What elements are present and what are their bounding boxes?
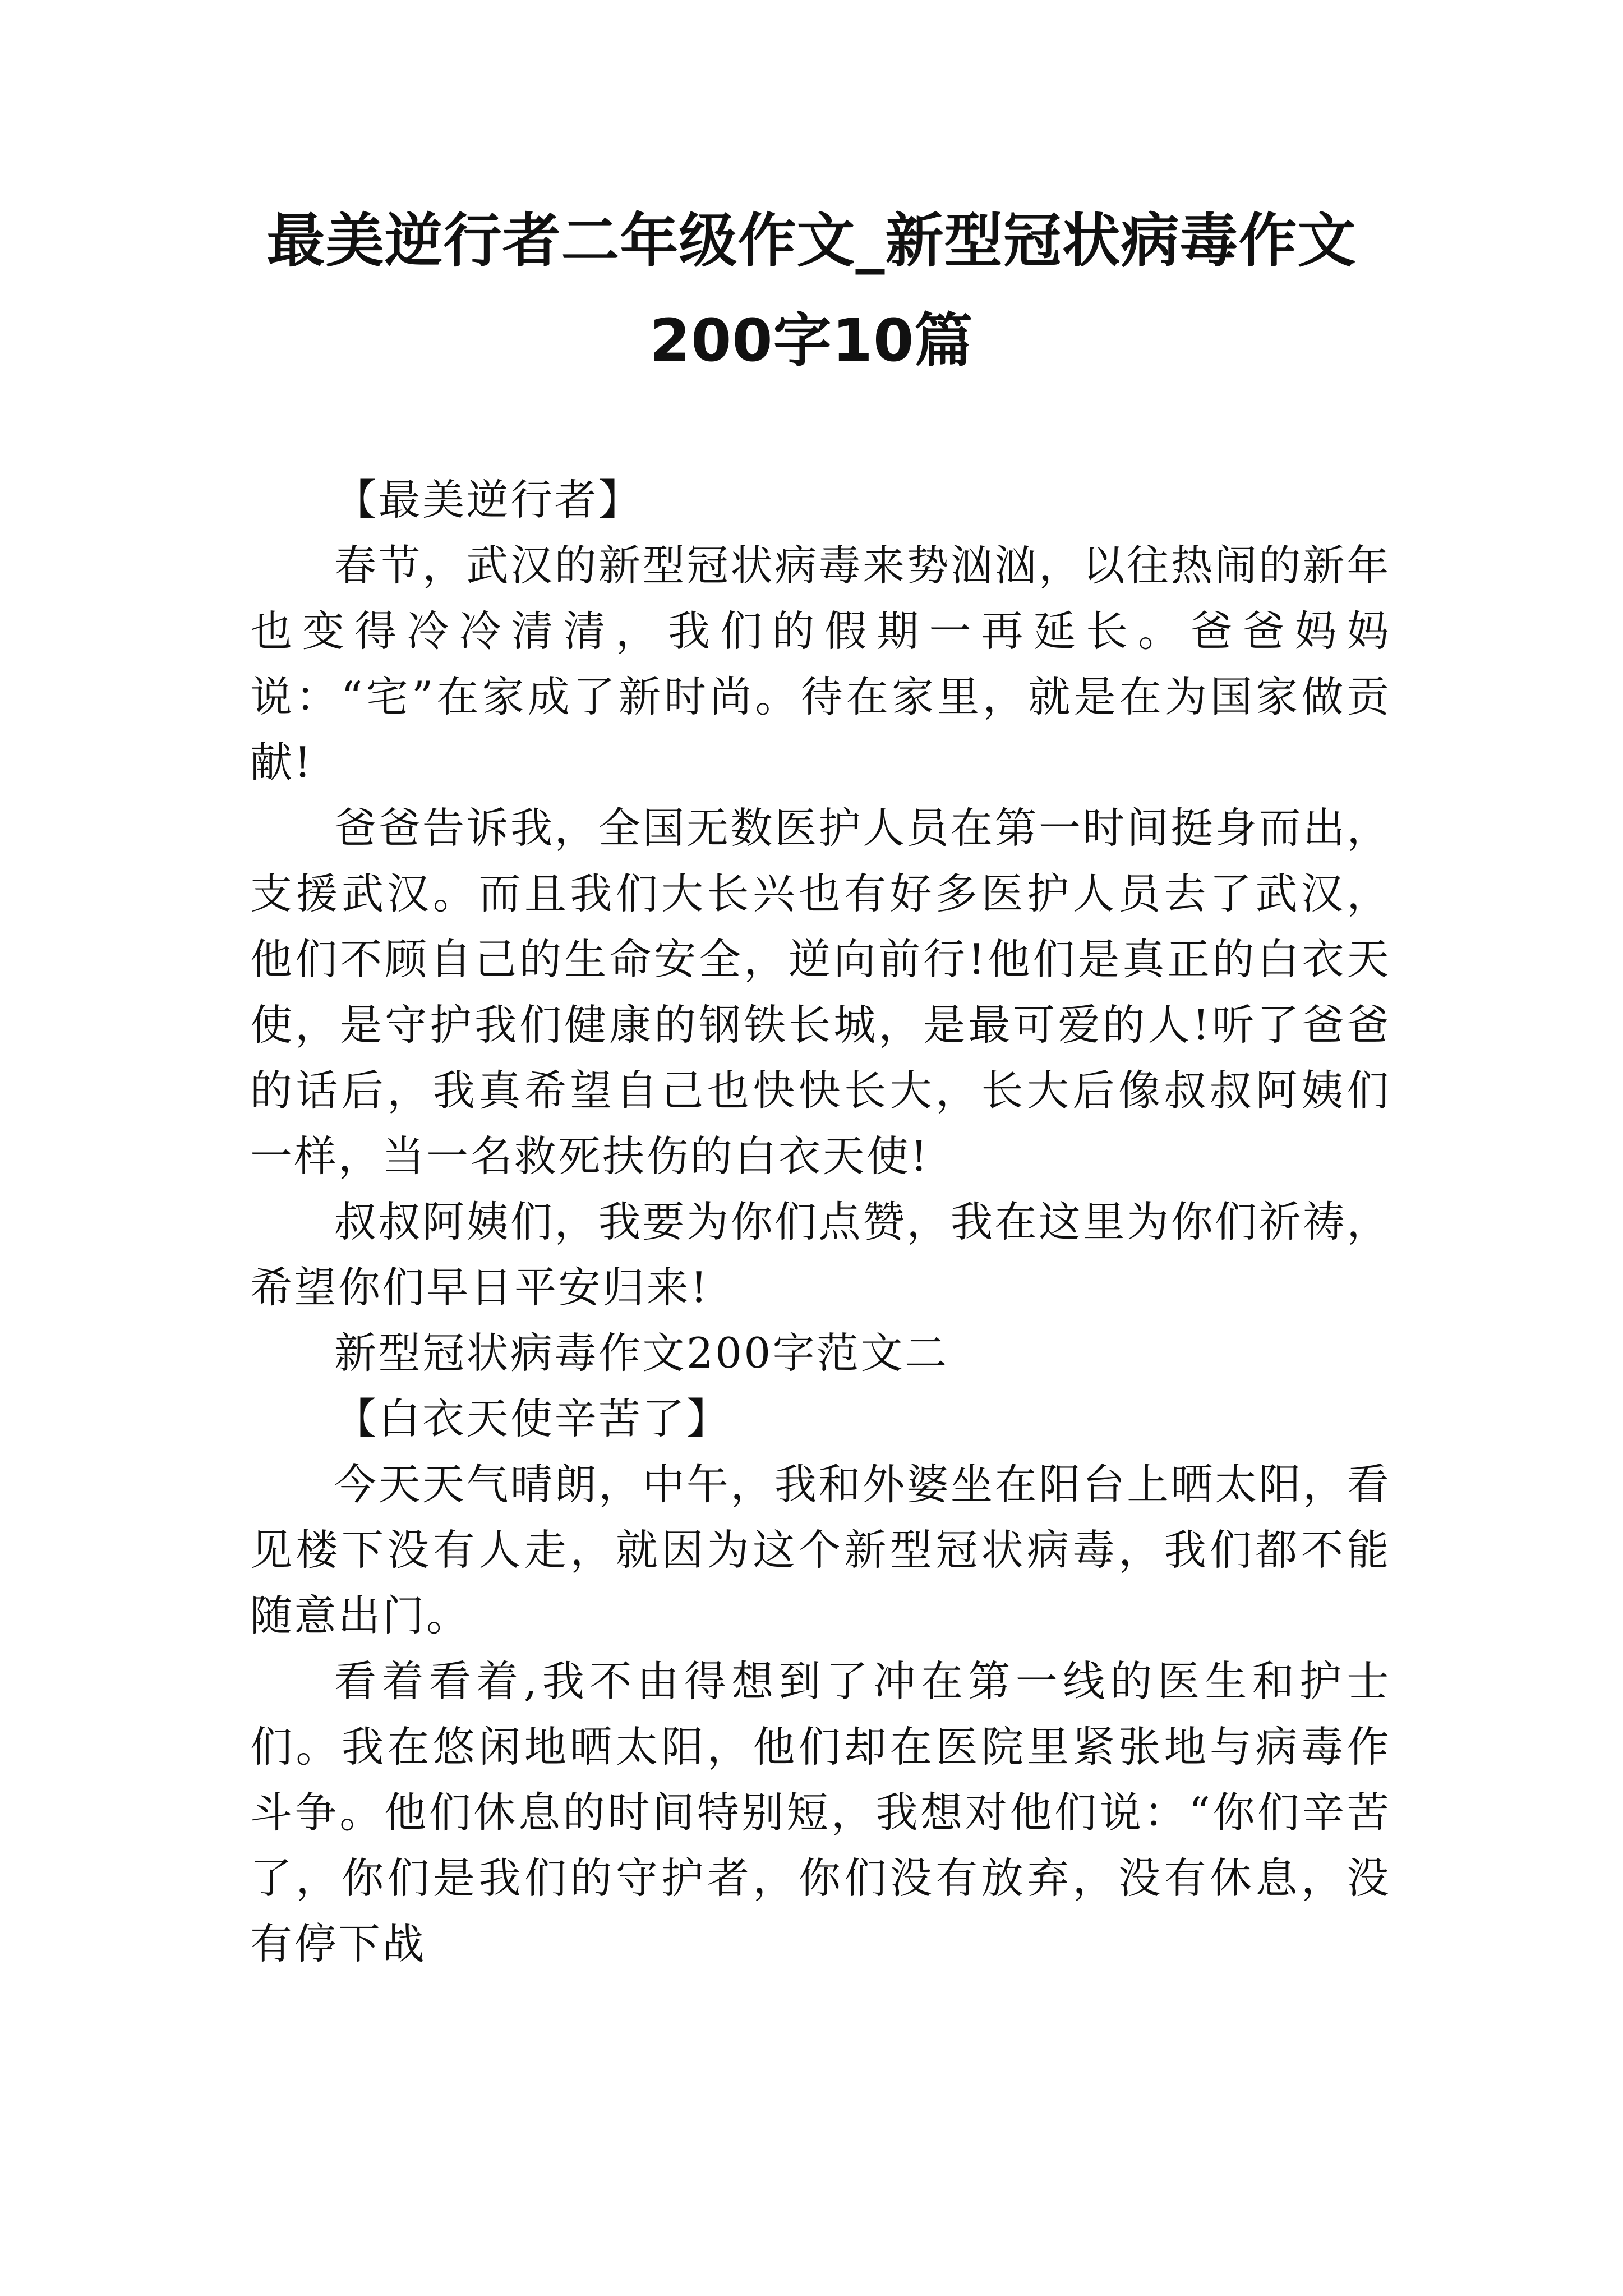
section-heading-2: 【白衣天使辛苦了】 <box>334 1394 731 1443</box>
document-title <box>213 191 1410 390</box>
paragraph-5: 看着看着,我不由得想到了冲在第一线的医生和护士们。我在悠闲地晒太阳，他们却在医院里紧张地与病毒作斗争。他们休息的时间特别短，我想对他们说：“你们辛苦了，你们是我们的守护者，你们没有放弃，没有休息，没有停下战 <box>250 1657 1391 1968</box>
paragraph-1: 春节，武汉的新型冠状病毒来势汹汹，以往热闹的新年也变得冷冷清清，我们的假期一再延长。爸爸妈妈说：“宅”在家成了新时尚。待在家里，就是在为国家做贡献! <box>250 541 1391 787</box>
paragraph-3: 叔叔阿姨们，我要为你们点赞，我在这里为你们祈祷，希望你们早日平安归来! <box>250 1197 1391 1312</box>
subtitle-essay-2: 新型冠状病毒作文200字范文二 <box>334 1328 949 1378</box>
paragraph-4: 今天天气晴朗，中午，我和外婆坐在阳台上晒太阳，看见楼下没有人走，就因为这个新型冠状病毒，我们都不能随意出门。 <box>250 1460 1391 1640</box>
title-line-2: 200字10篇 <box>649 306 974 375</box>
paragraph-2: 爸爸告诉我，全国无数医护人员在第一时间挺身而出，支援武汉。而且我们大长兴也有好多医护人员去了武汉，他们不顾自己的生命安全，逆向前行!他们是真正的白衣天使，是守护我们健康的钢铁长城，是最可爱的人!听了爸爸的话后，我真希望自己也快快长大，长大后像叔叔阿姨们一样，当一名救死扶伤的白衣天使! <box>250 803 1391 1181</box>
document-body <box>250 467 1391 1977</box>
section-heading-1: 【最美逆行者】 <box>334 475 643 524</box>
title-line-1: 最美逆行者二年级作文_新型冠状病毒作文 <box>266 206 1357 275</box>
